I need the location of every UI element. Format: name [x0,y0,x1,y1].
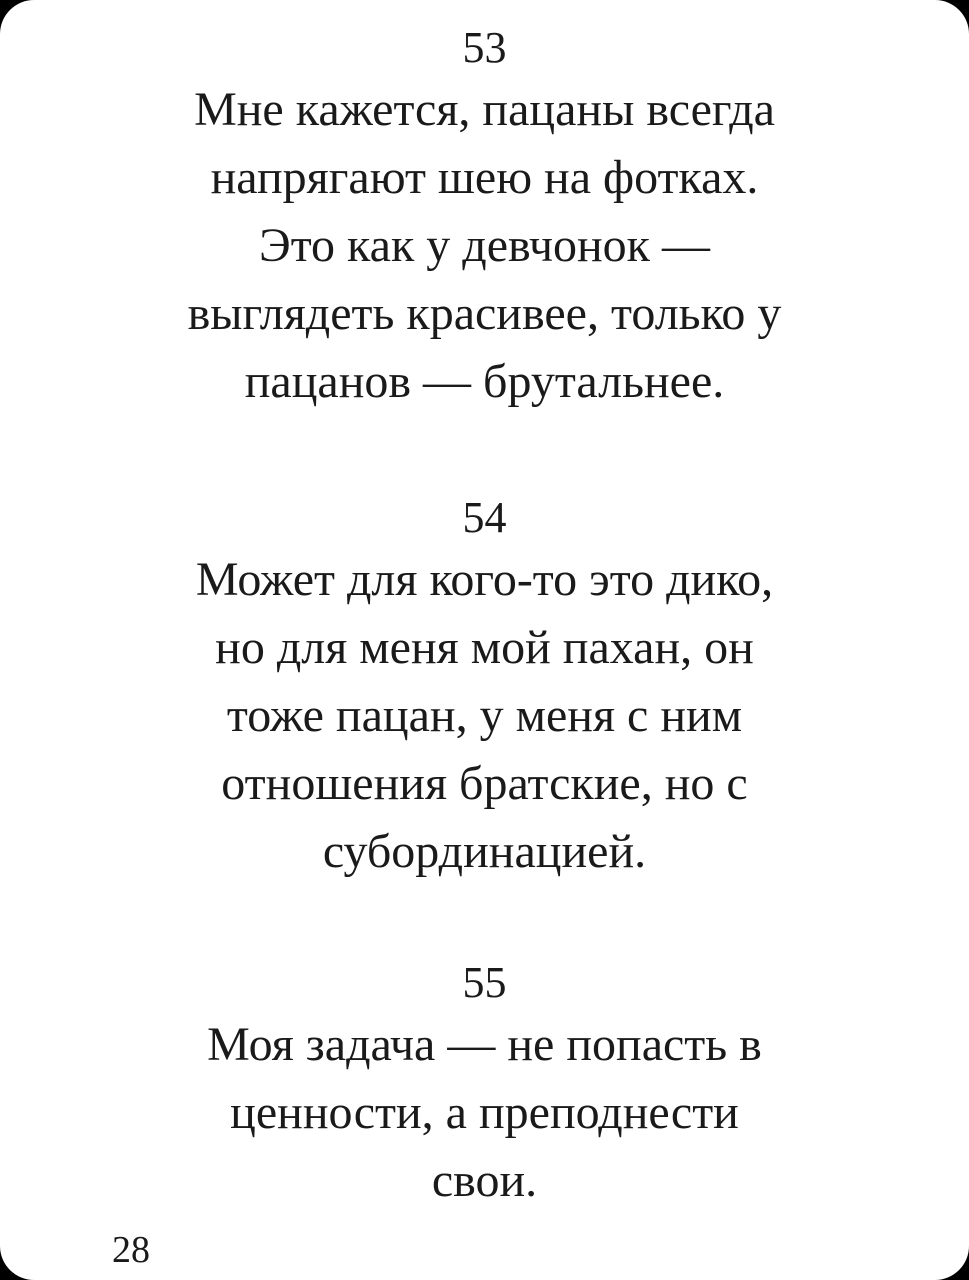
quote-line: Это как у девчонок — [259,219,710,272]
quote-entry-54 [0,490,969,886]
quote-line: пацанов — брутальнее. [244,355,725,408]
quote-line: ценности, а преподнести [230,1086,739,1139]
quote-line: Моя задача — не попасть в [207,1018,762,1071]
quote-line: но для меня мой пахан, он [215,621,754,674]
quote-line: Мне кажется, пацаны всегда [194,83,775,136]
page-number: 28 [112,1229,150,1271]
quote-line: Может для кого-то это дико, [195,553,774,606]
entry-number: 55 [462,958,507,1007]
quote-line: субординацией. [322,825,647,878]
quote-line: отношения братские, но с [221,757,748,810]
entry-number: 53 [462,23,507,72]
quote-entry-53 [0,20,969,416]
entry-number: 54 [462,493,507,542]
quote-entry-55 [0,955,969,1215]
quote-line: напрягают шею на фотках. [210,151,759,204]
quote-line: свои. [431,1154,538,1207]
quote-line: выглядеть красивее, только у [187,287,782,340]
quote-line: тоже пацан, у меня с ним [226,689,743,742]
